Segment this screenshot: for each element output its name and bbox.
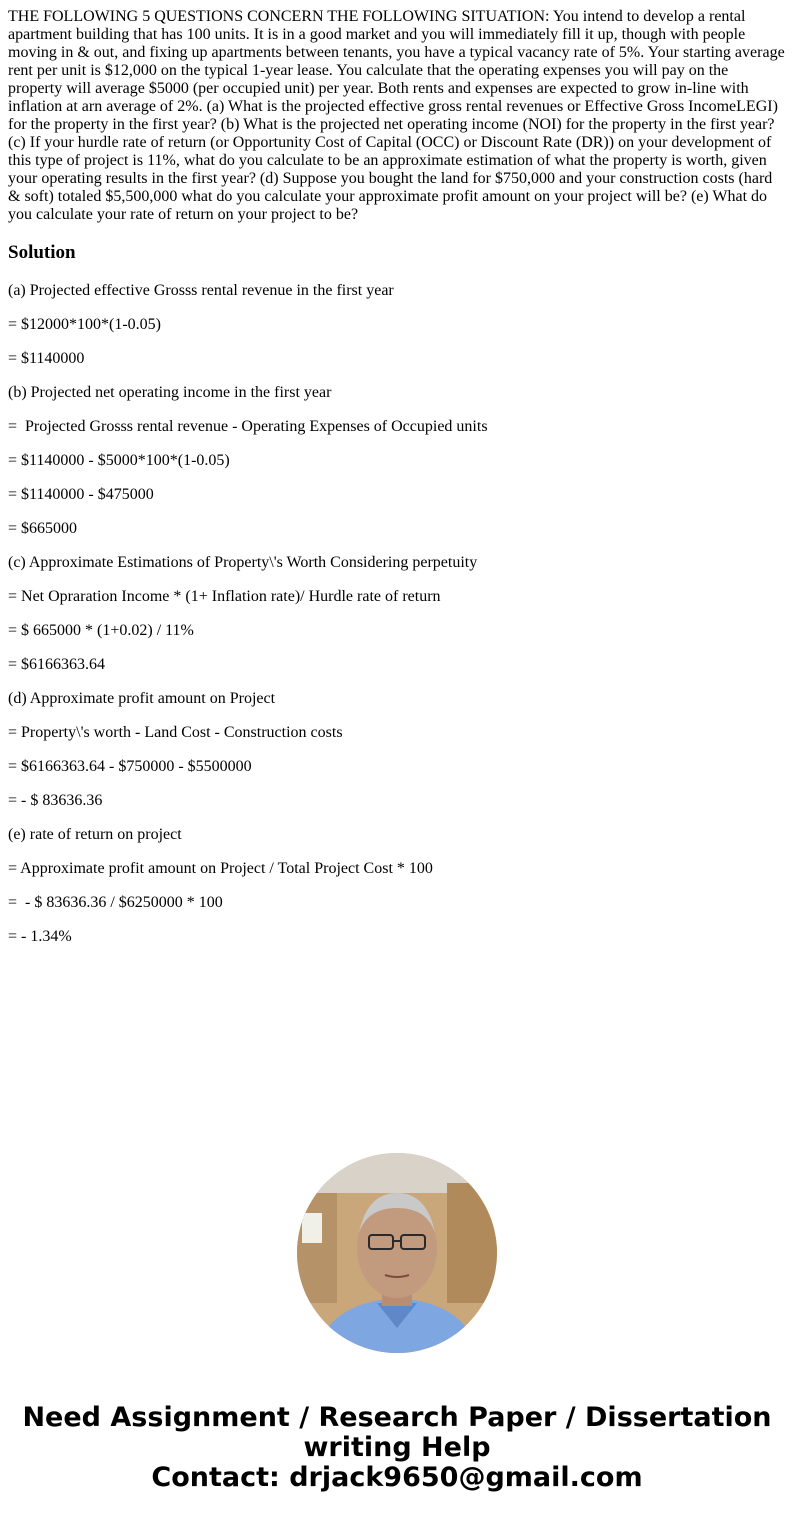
solution-step: = $6166363.64 - $750000 - $5500000 <box>8 758 252 775</box>
solution-step: = $1140000 <box>8 350 85 367</box>
solution-step: = - 1.34% <box>8 928 72 945</box>
question-text: THE FOLLOWING 5 QUESTIONS CONCERN THE FOLLOWING SITUATION: You intend to develop a rental apartment building that has 100 units. It is in a good market and you will immediately fill it up, though with people moving in & out, and fixing up apartments between tenants, you have a typical vacancy rate of 5%. Your starting average rent per unit is $12,000 on the typical 1-year lease. You calculate that the operating expenses you will pay on the property will average $5000 (per occupied unit) per year. Both rents and expenses are expected to grow in-line with inflation at arn average of 2%. (a) What is the projected effective gross rental revenues or Effective Gross IncomeLEGI) for the property in the first year? (b) What is the projected net operating income (NOI) for the property in the first year? (c) If your hurdle rate of return (or Opportunity Cost of Capital (OCC) or Discount Rate (DR)) on your development of this type of project is 11%, what do you calculate to be an approximate estimation of what the property is worth, given your operating results in the first year? (d) Suppose you bought the land for $750,000 and your construction costs (hard & soft) totaled $5,500,000 what do you calculate your approximate profit amount on your project will be? (e) What do you calculate your rate of return on your project to be? <box>8 8 785 223</box>
solution-step: = $1140000 - $475000 <box>8 486 154 503</box>
promo-line: Need Assignment / Research Paper / Dissertation <box>22 1402 772 1433</box>
solution-step: = Approximate profit amount on Project / Total Project Cost * 100 <box>8 860 433 877</box>
solution-step: = $ 665000 * (1+0.02) / 11% <box>8 622 194 639</box>
promo-line: writing Help <box>303 1432 491 1463</box>
solution-step: = Projected Grosss rental revenue - Operating Expenses of Occupied units <box>8 418 488 435</box>
solution-step: (d) Approximate profit amount on Project <box>8 690 276 707</box>
solution-step: = - $ 83636.36 <box>8 792 103 809</box>
solution-step: = - $ 83636.36 / $6250000 * 100 <box>8 894 223 911</box>
solution-step: = $12000*100*(1-0.05) <box>8 316 162 333</box>
promo-contact: Contact: drjack9650@gmail.com <box>151 1462 643 1493</box>
solution-step: (a) Projected effective Grosss rental revenue in the first year <box>8 282 394 299</box>
solution-step: (b) Projected net operating income in the first year <box>8 384 332 401</box>
solution-step: = $6166363.64 <box>8 656 106 673</box>
author-avatar <box>297 1153 497 1353</box>
author-portrait-image <box>297 1153 497 1353</box>
solution-step: (c) Approximate Estimations of Property\'s Worth Considering perpetuity <box>8 554 478 571</box>
solution-step: = $665000 <box>8 520 78 537</box>
promo-banner <box>0 1403 794 1493</box>
solution-step: = Net Opraration Income * (1+ Inflation rate)/ Hurdle rate of return <box>8 588 441 605</box>
solution-step: (e) rate of return on project <box>8 826 182 843</box>
solution-heading: Solution <box>8 242 76 263</box>
solution-steps <box>8 282 786 962</box>
solution-step: = Property\'s worth - Land Cost - Construction costs <box>8 724 343 741</box>
solution-step: = $1140000 - $5000*100*(1-0.05) <box>8 452 230 469</box>
